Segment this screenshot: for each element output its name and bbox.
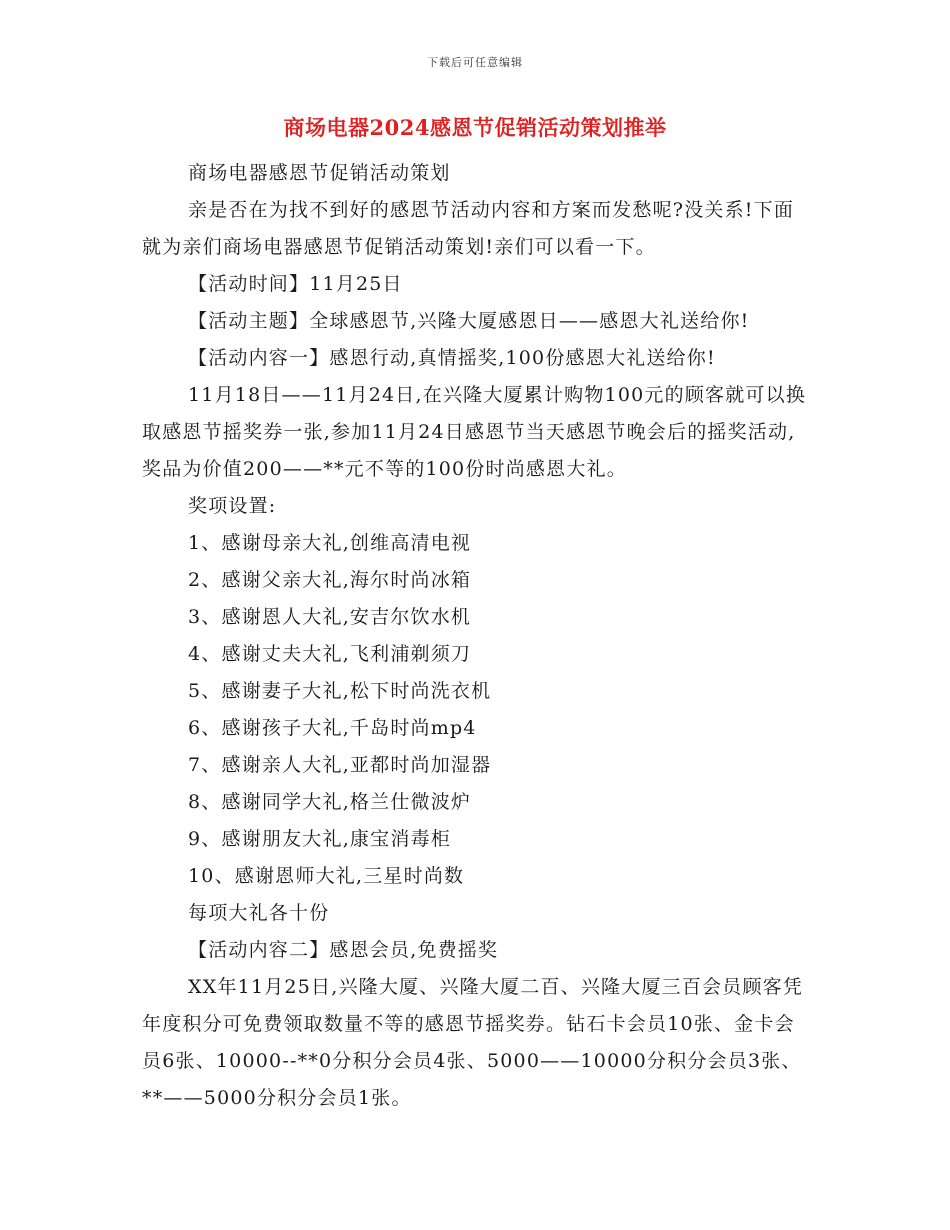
body-paragraph: 商场电器感恩节促销活动策划 [188,162,451,184]
body-paragraph: 6、感谢孩子大礼,千岛时尚mp4 [188,717,477,739]
body-paragraph: 5、感谢妻子大礼,松下时尚洗衣机 [188,680,492,702]
body-paragraph: 亲是否在为找不到好的感恩节活动内容和方案而发愁呢?没关系!下面就为亲们商场电器感恩节促销活动策划!亲们可以看一下。 [142,199,795,258]
body-paragraph: 【活动内容一】感恩行动,真情摇奖,100份感恩大礼送给你! [188,347,716,369]
body-paragraph: 4、感谢丈夫大礼,飞利浦剃须刀 [188,643,472,665]
body-paragraph: XX年11月25日,兴隆大厦、兴隆大厦二百、兴隆大厦三百会员顾客凭年度积分可免费领取数量不等的感恩节摇奖券。钻石卡会员10张、金卡会员6张、10000--**0分积分会员4张、5000——10000分积分会员3张、**——5000分积分会员1张。 [142,976,804,1109]
body-paragraph: 10、感谢恩师大礼,三星时尚数 [188,865,465,887]
body-paragraph: 【活动内容二】感恩会员,免费摇奖 [188,939,499,961]
body-paragraph: 7、感谢亲人大礼,亚都时尚加湿器 [188,754,492,776]
page-header-note: 下载后可任意编辑 [427,56,523,69]
body-paragraph: 2、感谢父亲大礼,海尔时尚冰箱 [188,569,472,591]
body-paragraph: 11月18日——11月24日,在兴隆大厦累计购物100元的顾客就可以换取感恩节摇奖券一张,参加11月24日感恩节当天感恩节晚会后的摇奖活动,奖品为价值200——**元不等的100份时尚感恩大礼。 [142,384,807,480]
body-paragraph: 【活动时间】11月25日 [188,273,403,295]
body-paragraph: 奖项设置: [188,495,277,517]
body-paragraph: 9、感谢朋友大礼,康宝消毒柜 [188,828,451,850]
body-paragraph: 【活动主题】全球感恩节,兴隆大厦感恩日——感恩大礼送给你! [188,310,750,332]
document-body [142,155,812,1117]
body-paragraph: 3、感谢恩人大礼,安吉尔饮水机 [188,606,472,628]
document-title: 商场电器2024感恩节促销活动策划推举 [283,115,667,140]
body-paragraph: 1、感谢母亲大礼,创维高清电视 [188,532,472,554]
body-paragraph: 8、感谢同学大礼,格兰仕微波炉 [188,791,472,813]
body-paragraph: 每项大礼各十份 [188,902,330,924]
